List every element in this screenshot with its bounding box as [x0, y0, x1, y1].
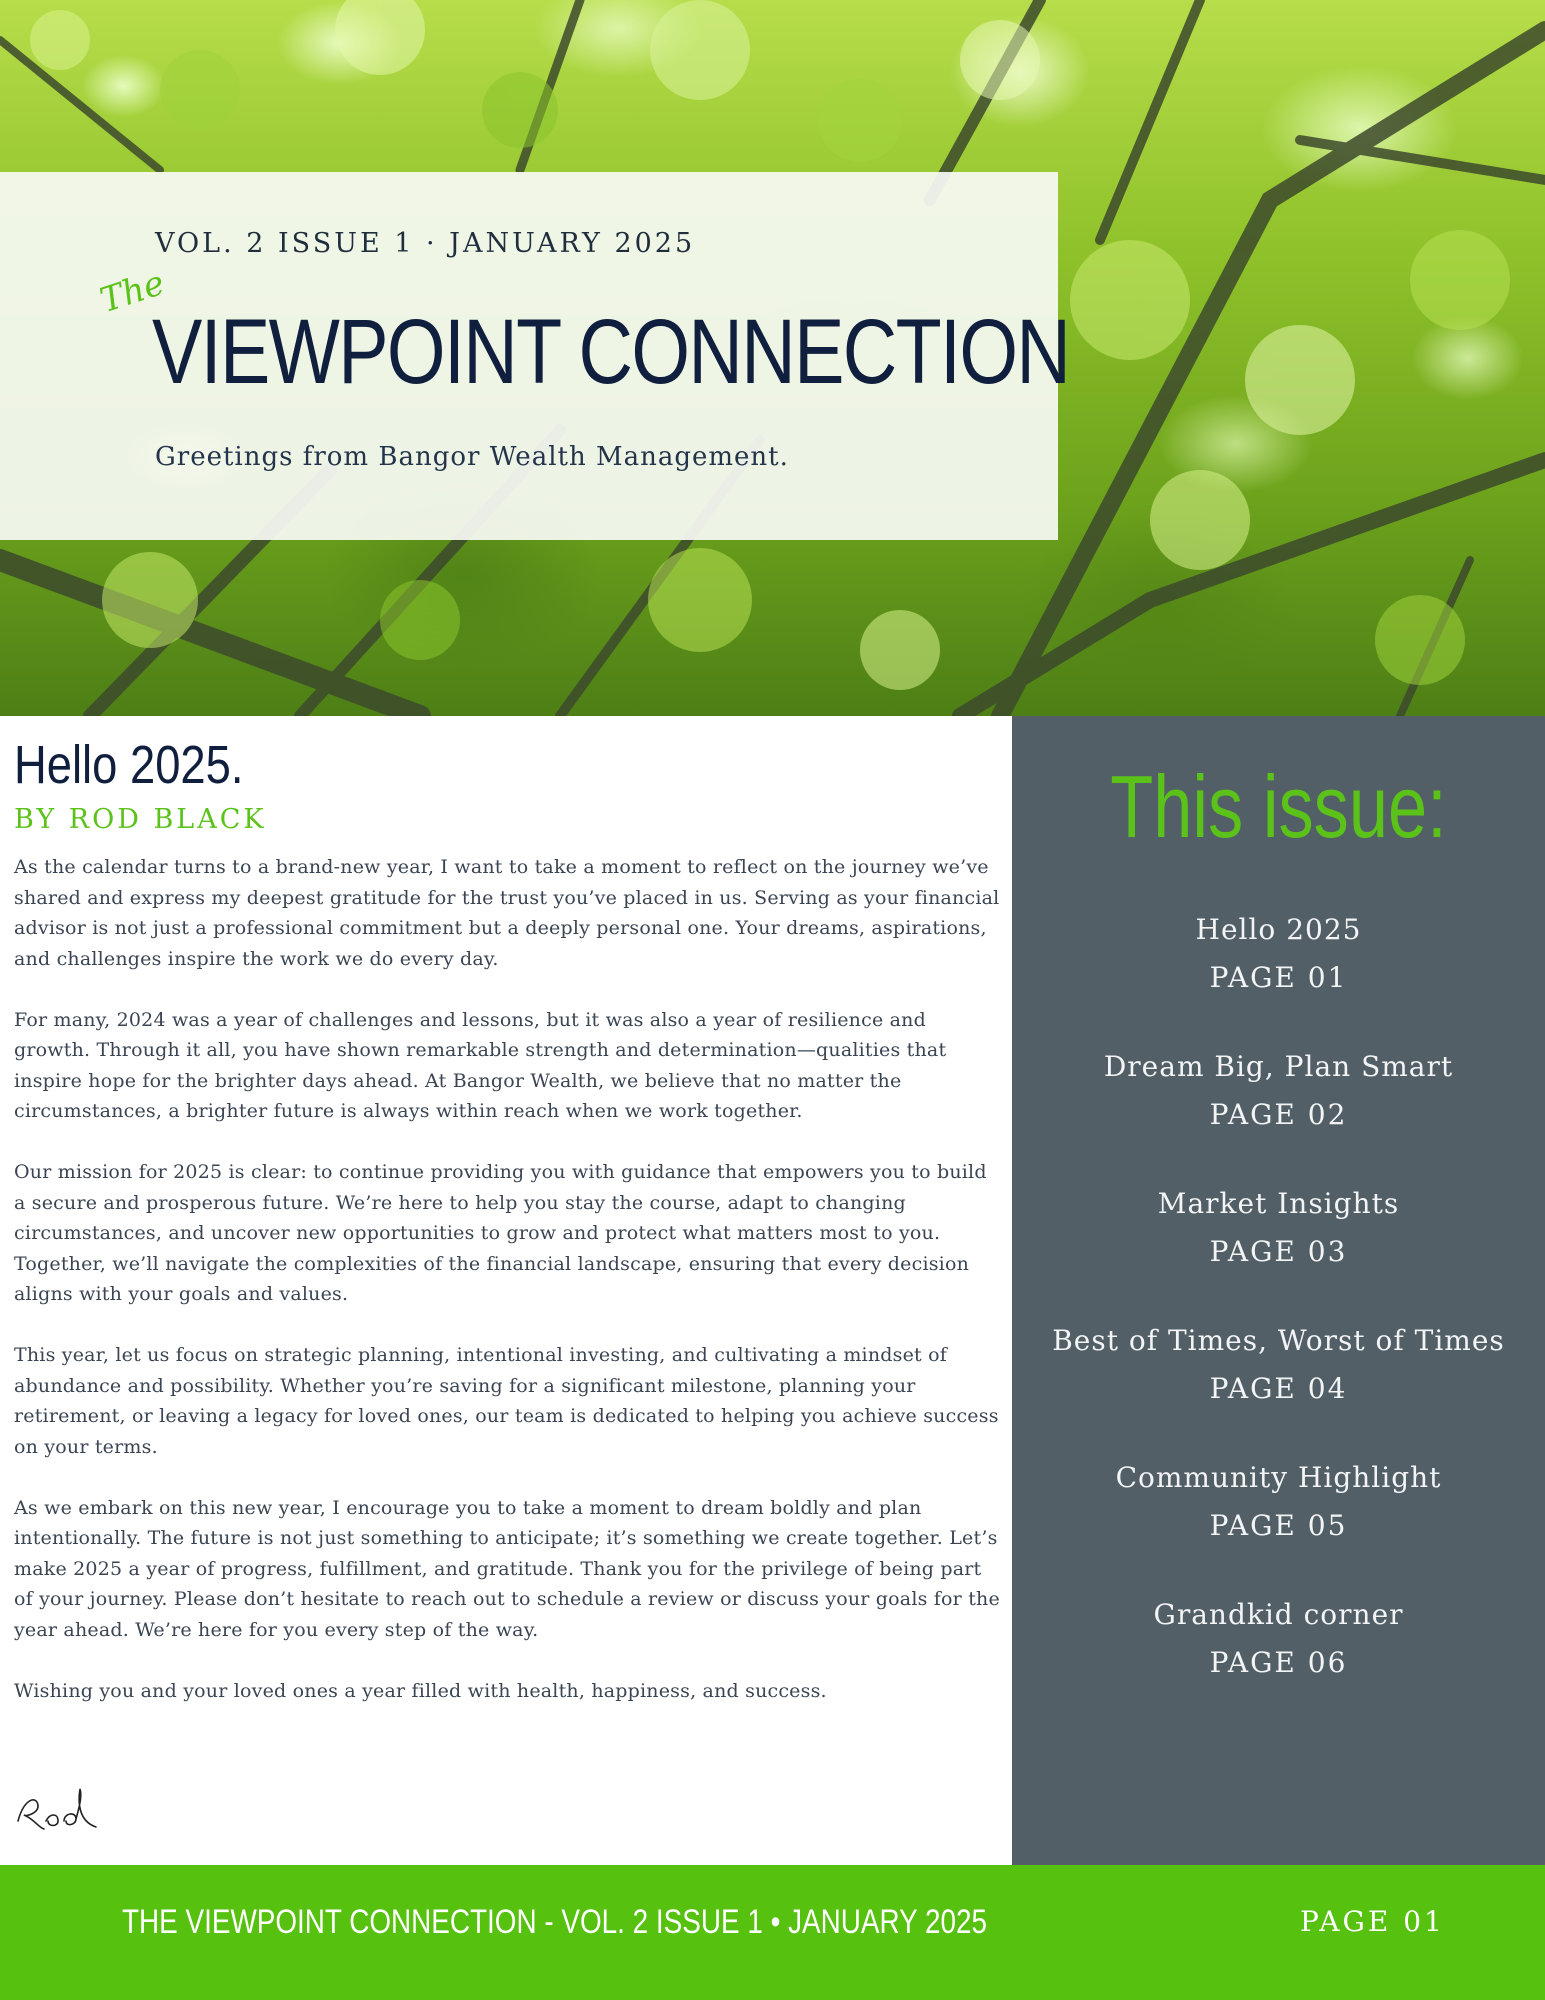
article-byline: BY ROD BLACK — [14, 804, 267, 835]
article-paragraph: Wishing you and your loved ones a year filled with health, happiness, and success. — [14, 1679, 827, 1702]
toc-list — [1012, 906, 1545, 1728]
article-paragraph: Our mission for 2025 is clear: to continue providing you with guidance that empowers you to build a secure and prosperous future. We’re here to help you stay the course, adapt to changing circumstances, and uncover new opportunities to grow and protect what matters most to you. Together, we’ll navigate the complexities of the financial landscape, ensuring that every decision aligns with your goals and values. — [14, 1161, 987, 1305]
footer-page-number: PAGE 01 — [1300, 1905, 1445, 1938]
signature-image — [14, 1781, 104, 1841]
greeting-text: Greetings from Bangor Wealth Management. — [155, 442, 789, 472]
article-paragraph: This year, let us focus on strategic planning, intentional investing, and cultivating a mindset of abundance and possibility. Whether you’re saving for a significant milestone, planning your retirement, or leaving a legacy for loved ones, our team is dedicated to helping you achieve success on your terms. — [14, 1344, 999, 1458]
masthead-panel — [0, 172, 1070, 540]
footer-title: THE VIEWPOINT CONNECTION - VOL. 2 ISSUE 1 • JANUARY 2025 — [122, 1903, 987, 1941]
article-column — [0, 716, 1012, 1865]
article-title: Hello 2025. — [14, 735, 244, 795]
toc-item-page: PAGE 05 — [1209, 1509, 1348, 1542]
volume-issue-label: VOL. 2 ISSUE 1 · JANUARY 2025 — [155, 228, 696, 259]
toc-item[interactable] — [1012, 906, 1545, 1043]
toc-item-page: PAGE 04 — [1209, 1372, 1348, 1405]
article-paragraph: As the calendar turns to a brand-new year, I want to take a moment to reflect on the journey we’ve shared and express my deepest gratitude for the trust you’ve placed in us. Serving as your financial advisor is not just a professional commitment but a deeply personal one. Your dreams, aspirations, and challenges inspire the work we do every day. — [14, 856, 1000, 970]
page-footer — [0, 1865, 1545, 2000]
toc-item-title: Market Insights — [1157, 1187, 1400, 1220]
article-body — [14, 852, 1004, 1737]
toc-item[interactable] — [1012, 1317, 1545, 1454]
toc-item-page: PAGE 06 — [1209, 1646, 1348, 1679]
toc-item-title: Grandkid corner — [1153, 1598, 1404, 1631]
article-paragraph: As we embark on this new year, I encourage you to take a moment to dream boldly and plan intentionally. The future is not just something to anticipate; it’s something we create together. Let’s make 2025 a year of progress, fulfillment, and gratitude. Thank you for the privilege of being part of your journey. Please don’t hesitate to reach out to schedule a review or discuss your goals for the year ahead. We’re here for you every step of the way. — [14, 1496, 1000, 1641]
article-paragraph: For many, 2024 was a year of challenges and lessons, but it was also a year of resilience and growth. Through it all, you have shown remarkable strength and determination—qualities that inspire hope for the brighter days ahead. At Bangor Wealth, we believe that no matter the circumstances, a brighter future is always within reach when we work together. — [14, 1008, 947, 1122]
toc-item[interactable] — [1012, 1454, 1545, 1591]
toc-item-page: PAGE 01 — [1209, 961, 1348, 994]
toc-item-title: Community Highlight — [1115, 1461, 1442, 1494]
newsletter-title: VIEWPOINT CONNECTION — [152, 301, 1070, 403]
hero-banner — [0, 0, 1545, 716]
toc-item[interactable] — [1012, 1180, 1545, 1317]
toc-item-title: Hello 2025 — [1195, 913, 1362, 946]
title-prefix: The — [95, 262, 170, 322]
toc-item[interactable] — [1012, 1591, 1545, 1728]
sidebar-title: This issue: — [1110, 757, 1447, 856]
toc-item-title: Best of Times, Worst of Times — [1052, 1324, 1505, 1357]
toc-item-page: PAGE 02 — [1209, 1098, 1348, 1131]
toc-item[interactable] — [1012, 1043, 1545, 1180]
toc-item-title: Dream Big, Plan Smart — [1103, 1050, 1454, 1083]
table-of-contents-sidebar — [1012, 716, 1545, 1865]
toc-item-page: PAGE 03 — [1209, 1235, 1348, 1268]
